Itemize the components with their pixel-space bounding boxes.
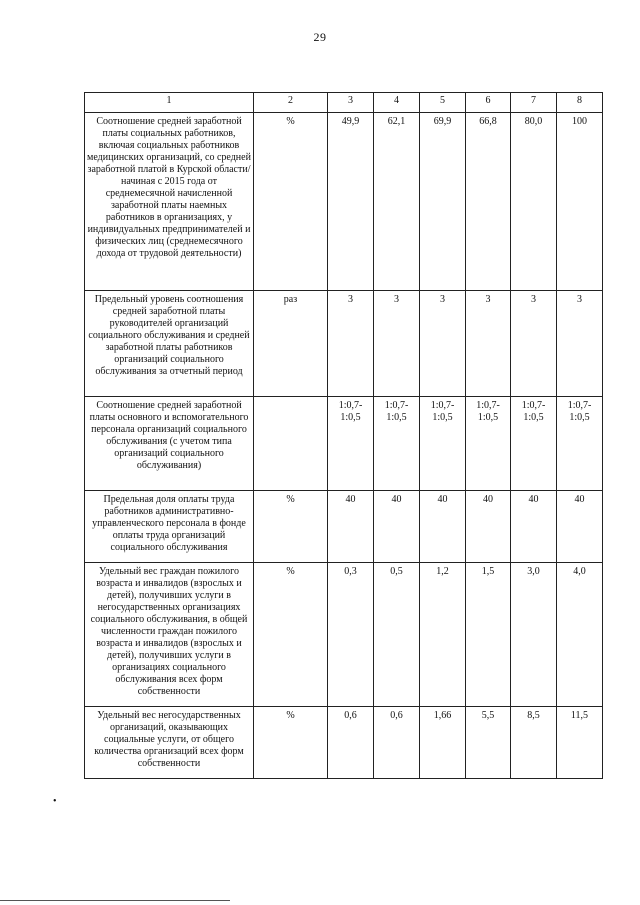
value-cell: 0,6 [374, 707, 420, 779]
header-cell: 1 [85, 93, 254, 113]
page-number: 29 [313, 30, 327, 44]
value-cell: 3 [420, 291, 466, 397]
header-cell: 3 [328, 93, 374, 113]
header-cell: 5 [420, 93, 466, 113]
unit-cell: % [254, 113, 328, 291]
unit-cell: % [254, 563, 328, 707]
header-cell: 2 [254, 93, 328, 113]
indicator-label: Предельный уровень соотношения средней заработной платы руководителей организаций социального обслуживания и средней заработной платы работников организаций социального обслуживания за отчетный период [85, 291, 254, 397]
value-cell: 80,0 [511, 113, 557, 291]
value-cell: 1,5 [466, 563, 511, 707]
indicator-label: Соотношение средней заработной платы основного и вспомогательного персонала организаций социального обслуживания (с учетом типа организаций социального обслуживания) [85, 397, 254, 491]
table-row [85, 397, 603, 491]
margin-mark: • [53, 796, 57, 807]
value-cell: 0,6 [328, 707, 374, 779]
table-row [85, 707, 603, 779]
unit-cell: % [254, 707, 328, 779]
value-cell: 40 [466, 491, 511, 563]
value-cell: 5,5 [466, 707, 511, 779]
value-cell: 40 [374, 491, 420, 563]
value-cell: 1:0,7-1:0,5 [511, 397, 557, 491]
value-cell: 62,1 [374, 113, 420, 291]
header-cell: 7 [511, 93, 557, 113]
value-cell: 3,0 [511, 563, 557, 707]
value-cell: 3 [557, 291, 603, 397]
indicator-label: Предельная доля оплаты труда работников административно-управленческого персонала в фонде оплаты труда организаций социального обслуживания [85, 491, 254, 563]
header-cell: 6 [466, 93, 511, 113]
value-cell: 100 [557, 113, 603, 291]
value-cell: 69,9 [420, 113, 466, 291]
indicators-table [84, 92, 603, 779]
value-cell: 40 [511, 491, 557, 563]
unit-cell: раз [254, 291, 328, 397]
table-row [85, 291, 603, 397]
value-cell: 11,5 [557, 707, 603, 779]
header-cell: 8 [557, 93, 603, 113]
value-cell: 1:0,7-1:0,5 [374, 397, 420, 491]
value-cell: 40 [328, 491, 374, 563]
indicator-label: Удельный вес негосударственных организаций, оказывающих социальные услуги, от общего количества организаций всех форм собственности [85, 707, 254, 779]
footer-rule [0, 900, 230, 901]
value-cell: 1:0,7-1:0,5 [466, 397, 511, 491]
table-row [85, 563, 603, 707]
value-cell: 66,8 [466, 113, 511, 291]
header-cell: 4 [374, 93, 420, 113]
value-cell: 40 [420, 491, 466, 563]
value-cell: 3 [374, 291, 420, 397]
value-cell: 3 [466, 291, 511, 397]
value-cell: 0,3 [328, 563, 374, 707]
value-cell: 49,9 [328, 113, 374, 291]
unit-cell [254, 397, 328, 491]
table-row [85, 491, 603, 563]
indicator-label: Удельный вес граждан пожилого возраста и инвалидов (взрослых и детей), получивших услуги в негосударственных организациях социального обслуживания, в общей численности граждан пожилого возраста и инвалидов (взрослых и детей), получивших услуги в организациях социального обслуживания всех форм собственности [85, 563, 254, 707]
unit-cell: % [254, 491, 328, 563]
value-cell: 3 [328, 291, 374, 397]
value-cell: 1:0,7-1:0,5 [557, 397, 603, 491]
indicator-label: Соотношение средней заработной платы социальных работников, включая социальных работников медицинских организаций, со средней заработной платой в Курской области/ начиная с 2015 года от среднемесячной начисленной заработной платы наемных работников в организациях, у индивидуальных предпринимателей и физических лиц (среднемесячного дохода от трудовой деятельности) [85, 113, 254, 291]
value-cell: 1:0,7-1:0,5 [328, 397, 374, 491]
value-cell: 4,0 [557, 563, 603, 707]
value-cell: 8,5 [511, 707, 557, 779]
value-cell: 0,5 [374, 563, 420, 707]
value-cell: 1,2 [420, 563, 466, 707]
value-cell: 40 [557, 491, 603, 563]
table-row [85, 113, 603, 291]
table-header-row [85, 93, 603, 113]
value-cell: 1:0,7-1:0,5 [420, 397, 466, 491]
value-cell: 1,66 [420, 707, 466, 779]
value-cell: 3 [511, 291, 557, 397]
